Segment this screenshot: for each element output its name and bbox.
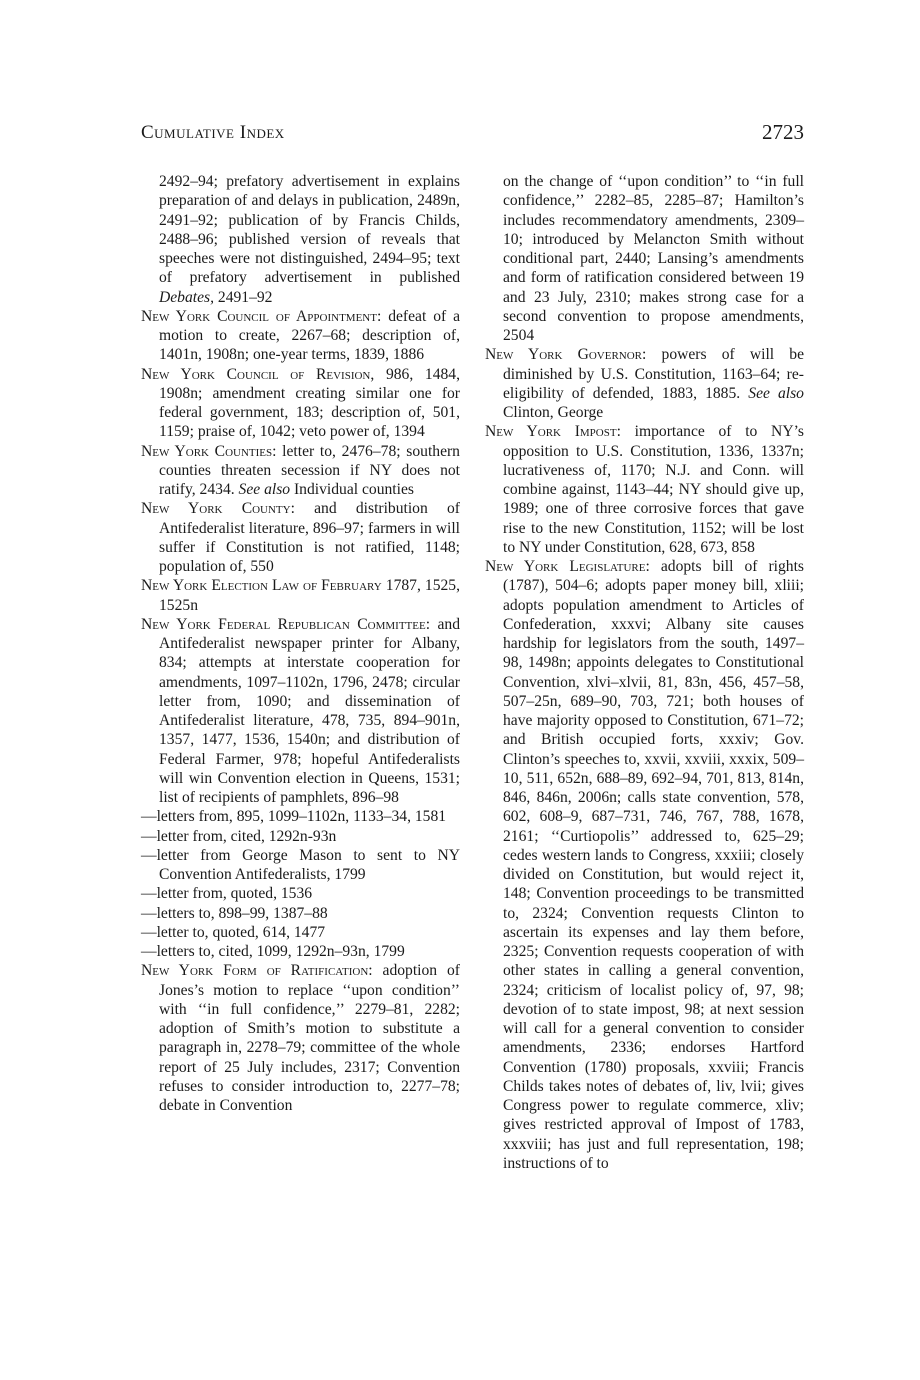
entry-text: : letter to, 2476–78; southern counties threaten secession if NY does not ratify, 2434. (159, 442, 460, 498)
entry-heading: New York Form of Ratification (141, 962, 369, 980)
index-subentry: —letter from George Mason to sent to NY Convention Antifederalists, 1799 (141, 846, 460, 883)
running-head: Cumulative Index (141, 122, 285, 143)
index-entry-council-revision (141, 365, 460, 442)
index-subentry: —letters to, cited, 1099, 1292n–93n, 1799 (141, 943, 405, 960)
entry-text: : importance of to NY’s opposition to U.S. Constitution, 1336, 1337n; lucrativeness of, 1170; N.J. and Conn. will combine against, 1143–44; NY should give up, 1989; one of three corrosive forces that gave rise to the new Constitution, 1152; will be lost to NY under Constitution, 628, 673, 858 (503, 423, 804, 556)
index-entry-continuation: on the change of ‘‘upon condition’’ to ‘‘in full confidence,’’ 2282–85, 2285–87; Hamilton’s includes recommendatory amendments, 2309–10; introduced by Melancton Smith without conditional part, 2440; Lansing’s amendments and form of ratification considered between 19 and 23 July, 2310; makes strong case for a second convention to propose amendments, 2504 (503, 173, 804, 344)
entry-heading: New York Impost (485, 423, 617, 441)
entry-text: , 986, 1484, 1908n; amendment creating similar one for federal government, 183; description of, 501, 1159; praise of, 1042; veto power of, 1394 (159, 365, 460, 441)
entry-italic-title: Debates, (159, 288, 214, 306)
entry-text: 2492–94; prefatory advertisement in explains preparation of and delays in publication, 2489n, 2491–92; publication of by Francis Childs, 2488–96; published version of reveals that speeches were not distinguished, 2494–95; text of prefatory advertisement in published (159, 173, 460, 287)
page-number: 2723 (762, 120, 804, 144)
page-header (141, 122, 804, 152)
entry-heading: New York Council of Appointment (141, 307, 377, 325)
index-subentry: —letters to, 898–99, 1387–88 (141, 904, 328, 922)
index-entry-form-of-ratification (141, 961, 460, 1115)
entry-heading: New York Counties (141, 442, 273, 460)
entry-text: , 1525, 1525n (159, 577, 460, 614)
index-entry-continuation (141, 172, 460, 307)
entry-text: Individual counties (290, 481, 414, 498)
index-entry-council-appointment (141, 307, 460, 365)
see-also: See also (748, 384, 804, 402)
index-subentry: —letter from, cited, 1292n-93n (141, 827, 337, 845)
entry-text: : adoption of Jones’s motion to replace ‘‘upon condition’’ with ‘‘in full confidence,’’ 2279–81, 2282; adoption of Smith’s motion to substitute a paragraph in, 2278–79; committee of the whole report of 25 July includes, 2317; Convention refuses to consider introduction to, 2277–78; debate in Convention (159, 962, 460, 1114)
entry-text: : and Antifederalist newspaper printer for Albany, 834; attempts at interstate cooperation for amendments, 1097–1102n, 1796, 2478; circular letter from, 1090; and dissemination of Antifederalist literature, 478, 735, 894–901n, 1357, 1477, 1536, 1540n; and distribution of Federal Farmer, 978; hopeful Antifederalists will win Convention election in Queens, 1531; list of recipients of pamphlets, 896–98 (159, 615, 460, 806)
index-entry-legislature (485, 557, 804, 1173)
entry-heading: New York Election Law of February 1787 (141, 577, 417, 595)
index-column-right (485, 172, 804, 1173)
entry-text: 2491–92 (214, 288, 273, 306)
entry-text: : powers of will be diminished by U.S. Constitution, 1163–64; re-eligibility of defended, 1883, 1885. (503, 346, 805, 402)
index-entry-federal-republican-committee (141, 615, 460, 808)
entry-text: : and distribution of Antifederalist literature, 896–97; farmers in will suffer if Constitution is not ratified, 1148; population of, 550 (159, 500, 460, 575)
entry-heading: New York Council of Revision (141, 365, 371, 383)
entry-text: : defeat of a motion to create, 2267–68; description of, 1401n, 1908n; one-year terms, 1839, 1886 (159, 307, 461, 364)
index-subentry: —letter from, quoted, 1536 (141, 885, 313, 903)
entry-heading: New York Governor (485, 346, 643, 364)
index-column-left (141, 172, 460, 1115)
index-entry-governor (485, 345, 804, 422)
index-entry-impost (485, 422, 804, 557)
entry-text: Clinton, George (503, 404, 604, 421)
index-subentry: —letters from, 895, 1099–1102n, 1133–34, 1581 (141, 808, 447, 826)
index-entry-county (141, 499, 460, 576)
index-entry-election-law (141, 576, 460, 615)
index-entry-counties (141, 442, 460, 500)
see-also: See also (238, 481, 291, 498)
index-subentry: —letter to, quoted, 614, 1477 (141, 923, 326, 941)
entry-heading: New York Legislature (485, 558, 646, 575)
entry-text: : adopts bill of rights (1787), 504–6; adopts paper money bill, xliii; adopts population amendment to Articles of Confederation, xxxvi; Albany site causes hardship for legislators from the south, 1497–98, 1498n; appoints delegates to Constitutional Convention, xlvi–xlvii, 81, 83n, 456, 457–58, 507–25n, 689–90, 703, 721; both houses of have majority opposed to Constitution, 671–72; and British occupied forts, xxxiv; Gov. Clinton’s speeches to, xxvii, xxviii, xxxix, 509–10, 511, 652n, 688–89, 692–94, 701, 813, 814n, 846, 846n, 2006n; calls state convention, 578, 602, 608–9, 687–731, 746, 767, 788, 1678, 2161; ‘‘Curtiopolis’’ addressed to, 625–29; cedes western lands to Congress, xxxiii; closely divided on Constitution, but would reject it, 148; Convention proceedings to be transmitted to, 2324; Convention requests Clinton to ascertain its expenses and lay them before, 2325; Convention requests cooperation of with other states in calling a general convention, 2324; criticism of localist policy of, 97, 98; devotion of to state impost, 98; at next session will call for a general convention to consider amendments, 2336; endorses Hartford Convention (1780) proposals, xxviii; Francis Childs takes notes of debates of, liv, lvii; gives Congress power to regulate commerce, xliv; gives restricted approval of Impost of 1783, xxxviii; has just and full representation, 198; instructions of to (503, 558, 804, 1172)
entry-heading: New York County (141, 500, 291, 518)
entry-heading: New York Federal Republican Committee (141, 615, 426, 633)
